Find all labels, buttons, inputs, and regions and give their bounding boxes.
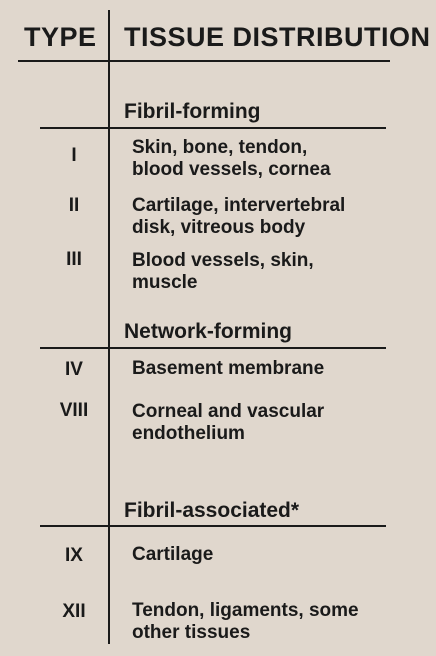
type-cell: VIII: [59, 400, 89, 421]
type-cell: I: [71, 145, 77, 166]
type-cell: XII: [62, 601, 86, 622]
section-title-network-forming: Network-forming: [124, 320, 292, 343]
type-column-header: TYPE: [24, 22, 97, 52]
section-title-fibril-forming: Fibril-forming: [124, 100, 261, 123]
type-cell: IV: [65, 359, 83, 380]
section-rule-fibril-associated: [40, 525, 386, 527]
section-rule-network-forming: [40, 347, 386, 349]
tissue-cell: Basement membrane: [132, 358, 325, 379]
tissue-cell: Cartilage: [132, 544, 214, 565]
type-cell: II: [68, 195, 80, 216]
tissue-cell: Corneal and vascular endothelium: [132, 401, 325, 444]
type-cell: IX: [65, 545, 83, 566]
section-title-fibril-associated: Fibril-associated*: [124, 499, 300, 522]
header-rule: [18, 60, 390, 62]
type-cell: III: [66, 249, 82, 270]
section-rule-fibril-forming: [40, 127, 386, 129]
tissue-column-header: TISSUE DISTRIBUTION: [124, 22, 431, 52]
tissue-cell: Tendon, ligaments, some other tissues: [132, 600, 359, 643]
tissue-cell: Skin, bone, tendon, blood vessels, cornea: [132, 137, 331, 180]
tissue-cell: Cartilage, intervertebral disk, vitreous body: [132, 195, 346, 238]
tissue-cell: Blood vessels, skin, muscle: [132, 250, 314, 293]
